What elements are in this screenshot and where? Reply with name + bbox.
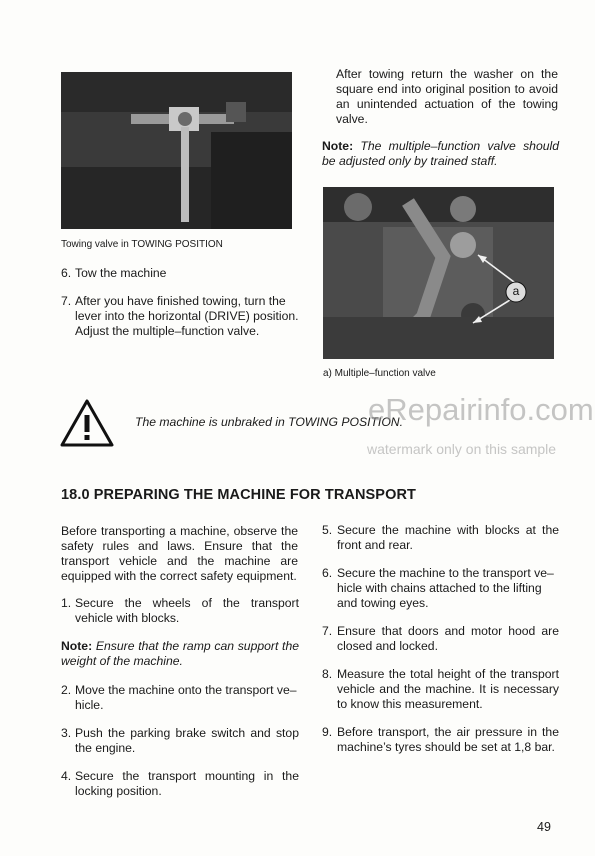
step-text: Secure the machine to the transport ve– hicle with chains attached to the lifting and towing eyes.: [337, 566, 554, 610]
step-7: [61, 294, 299, 339]
step-number: 1.: [61, 596, 72, 610]
towing-return-paragraph: After towing return the washer on the square end into original position to avoid an unintended actuation of the towing valve.: [336, 67, 558, 126]
note-label: Note:: [61, 639, 93, 653]
multiple-function-valve-photo: [323, 187, 554, 359]
step-number: 4.: [61, 769, 72, 783]
step-number: 3.: [61, 726, 72, 740]
warning-triangle-icon: [60, 399, 114, 447]
step-text: Measure the total height of the transport vehicle and the machine. It is necessary to know this measurement.: [337, 667, 559, 711]
step-6: [61, 266, 299, 281]
step-3: [61, 726, 299, 756]
step-text: Push the parking brake switch and stop the engine.: [75, 726, 299, 755]
note-text: The multiple–function valve should be adjusted only by trained staff.: [322, 139, 560, 168]
multiple-function-valve-caption: a) Multiple–function valve: [323, 368, 436, 379]
step-number: 6.: [322, 566, 333, 580]
step-text: After you have finished towing, turn the lever into the horizontal (DRIVE) position. Adjust the multiple–function valve.: [75, 294, 299, 338]
step-5: [322, 523, 559, 553]
step-text: Move the machine onto the transport ve– hicle.: [75, 683, 297, 712]
step-text: Secure the machine with blocks at the front and rear.: [337, 523, 559, 552]
towing-valve-caption: Towing valve in TOWING POSITION: [61, 239, 223, 250]
step-9-transport: [322, 725, 559, 755]
step-4: [61, 769, 299, 799]
step-text: Tow the machine: [75, 266, 167, 280]
step-8-transport: [322, 667, 559, 712]
step-1: [61, 596, 299, 626]
watermark-main: eRepairinfo.com: [368, 392, 594, 427]
section-heading: 18.0 PREPARING THE MACHINE FOR TRANSPORT: [61, 487, 416, 503]
towing-valve-illustration: [61, 72, 292, 229]
step-text: Ensure that doors and motor hood are closed and locked.: [337, 624, 559, 653]
transport-intro: Before transporting a machine, observe the safety rules and laws. Ensure that the transport vehicle and the machine are equipped with the correct safety equipment.: [61, 524, 298, 583]
step-text: Secure the transport mounting in the locking position.: [75, 769, 299, 798]
note-text: Ensure that the ramp can support the weight of the machine.: [61, 639, 300, 668]
step-6-transport: [322, 566, 559, 611]
step-2: [61, 683, 299, 713]
step-text: Before transport, the air pressure in the machine’s tyres should be set at 1,8 bar.: [337, 725, 559, 754]
warning-text: The machine is unbraked in TOWING POSITION.: [135, 415, 403, 429]
marker-label-a: a: [512, 284, 520, 298]
step-number: 7.: [322, 624, 333, 638]
note-label: Note:: [322, 139, 354, 153]
step-number: 7.: [61, 294, 72, 308]
trained-staff-note: [322, 139, 559, 169]
multiple-function-valve-illustration: [323, 187, 554, 359]
towing-valve-photo: [61, 72, 292, 229]
step-number: 6.: [61, 266, 72, 280]
watermark-sub: watermark only on this sample: [367, 441, 557, 457]
step-number: 8.: [322, 667, 333, 681]
step-text: Secure the wheels of the transport vehicle with blocks.: [75, 596, 299, 625]
step-number: 2.: [61, 683, 72, 697]
page-number: 49: [537, 820, 551, 834]
step-7-transport: [322, 624, 559, 654]
ramp-note: [61, 639, 299, 669]
step-number: 5.: [322, 523, 333, 537]
step-number: 9.: [322, 725, 333, 739]
